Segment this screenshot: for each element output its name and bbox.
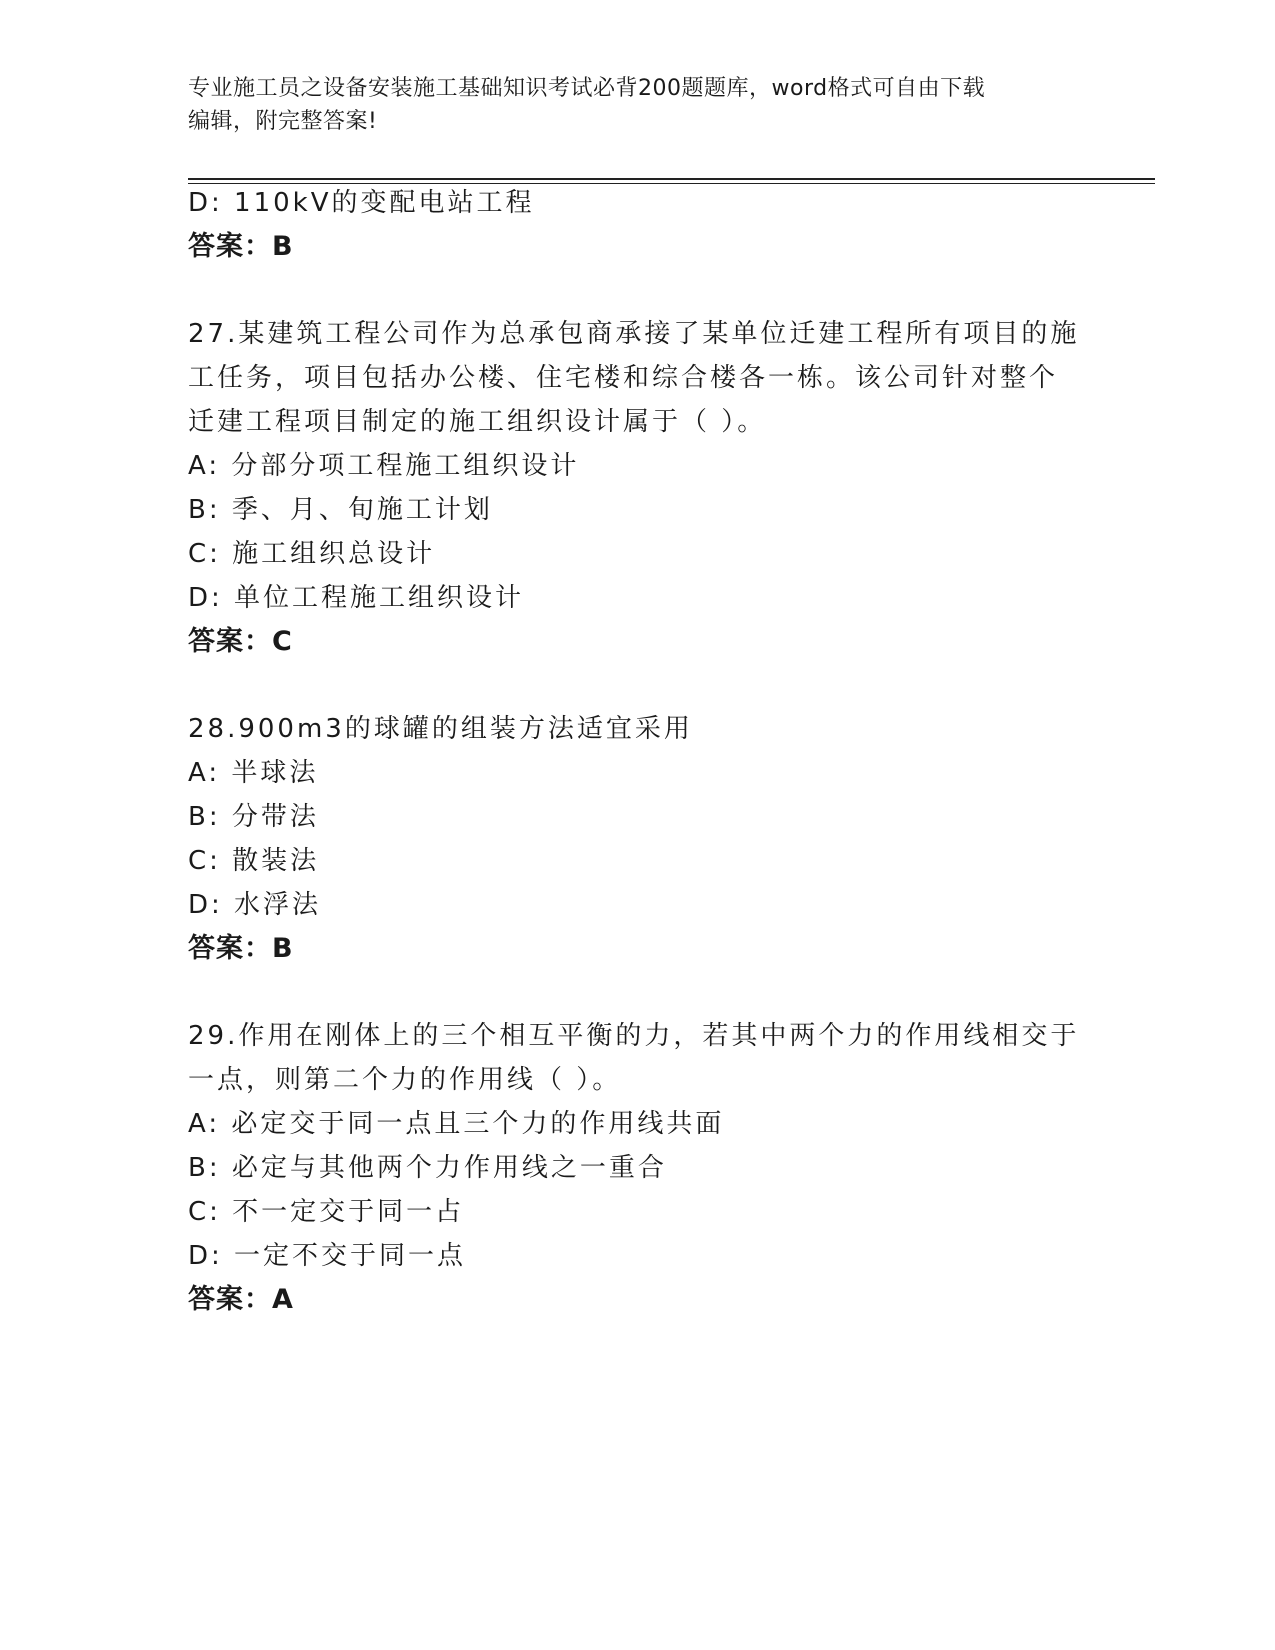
q29-answer: 答案：A — [188, 1284, 294, 1315]
q29-stem-line-1: 29.作用在刚体上的三个相互平衡的力，若其中两个力的作用线相交于 — [188, 1021, 1080, 1051]
header-line-2: 编辑，附完整答案! — [188, 109, 378, 134]
prev-option-d: D: 110kV的变配电站工程 — [188, 188, 535, 218]
q29-option-a: A: 必定交于同一点且三个力的作用线共面 — [188, 1109, 725, 1139]
prev-answer: 答案：B — [188, 231, 294, 262]
header-line-1: 专业施工员之设备安装施工基础知识考试必背200题题库，word格式可自由下载 — [188, 76, 986, 101]
q29-stem-line-2: 一点，则第二个力的作用线（ ）。 — [188, 1065, 622, 1095]
q28-stem: 28.900m3的球罐的组装方法适宜采用 — [188, 714, 693, 744]
q29-option-d: D: 一定不交于同一点 — [188, 1241, 467, 1271]
q27-answer: 答案：C — [188, 626, 293, 657]
q27-stem-line-3: 迁建工程项目制定的施工组织设计属于（ ）。 — [188, 407, 767, 437]
q27-option-a: A: 分部分项工程施工组织设计 — [188, 451, 580, 481]
q27-option-d: D: 单位工程施工组织设计 — [188, 583, 525, 613]
q28-option-b: B: 分带法 — [188, 802, 319, 832]
q27-stem-line-2: 工任务，项目包括办公楼、住宅楼和综合楼各一栋。该公司针对整个 — [188, 363, 1059, 393]
q27-stem-line-1: 27.某建筑工程公司作为总承包商承接了某单位迁建工程所有项目的施 — [188, 319, 1080, 349]
q29-option-c: C: 不一定交于同一占 — [188, 1197, 465, 1227]
q28-option-d: D: 水浮法 — [188, 890, 322, 920]
q27-option-b: B: 季、月、旬施工计划 — [188, 495, 493, 525]
q28-answer: 答案：B — [188, 933, 294, 964]
q28-option-a: A: 半球法 — [188, 758, 319, 788]
q29-option-b: B: 必定与其他两个力作用线之一重合 — [188, 1153, 667, 1183]
document-header — [188, 72, 1088, 138]
q27-option-c: C: 施工组织总设计 — [188, 539, 436, 569]
q28-option-c: C: 散装法 — [188, 846, 320, 876]
